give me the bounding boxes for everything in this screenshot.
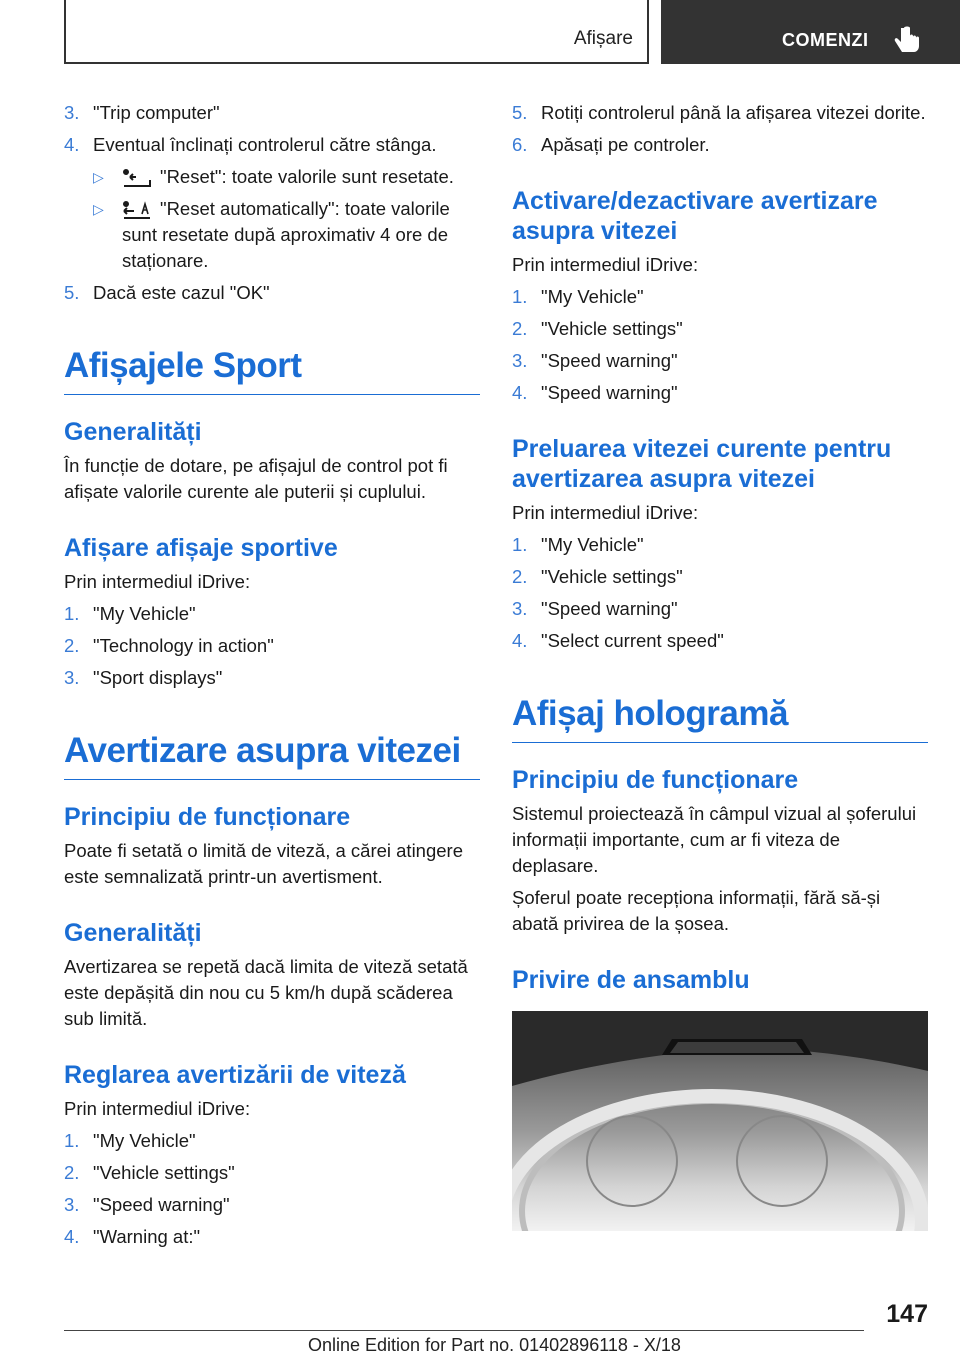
list-item: 2. "Vehicle settings" bbox=[64, 1162, 235, 1183]
pointing-hand-icon bbox=[893, 24, 923, 58]
list-item: 4. Eventual înclinați controlerul către stânga. bbox=[64, 134, 437, 155]
steps-list-take bbox=[512, 532, 928, 654]
header-chapter-label: COMENZI bbox=[782, 30, 869, 50]
list-item: ▷ "Reset": toate valorile sunt resetate. bbox=[64, 164, 480, 190]
list-item: 5. Dacă este cazul "OK" bbox=[64, 282, 270, 303]
list-item: 2. "Vehicle settings" bbox=[512, 318, 683, 339]
list-item: 4. "Speed warning" bbox=[512, 382, 678, 403]
paragraph-driver: Șoferul poate recepționa informații, fără să-și abată privirea de la șosea. bbox=[512, 887, 881, 934]
list-item: 5. Rotiți controlerul până la afișarea vitezei dorite. bbox=[512, 102, 926, 123]
list-item: ▷ "Reset automatically": toate valorile sunt resetate după aproximativ 4 ore de staționare. bbox=[93, 198, 450, 271]
paragraph-general-2: Avertizarea se repetă dacă limita de viteză setată este depășită din nou cu 5 km/h după scăderea sub limită. bbox=[64, 956, 468, 1029]
paragraph-idrive-2: Prin intermediul iDrive: bbox=[64, 1098, 251, 1119]
left-column bbox=[64, 100, 480, 1256]
heading-take-current-speed: Preluarea vitezei curente pentru avertizarea asupra vitezei bbox=[512, 435, 892, 493]
header-chapter-tab bbox=[661, 0, 960, 64]
list-item: 3. "Trip computer" bbox=[64, 102, 220, 123]
right-column bbox=[512, 100, 928, 1231]
sub-options-list bbox=[64, 164, 480, 274]
heading-sport-displays: Afișajele Sport bbox=[64, 346, 480, 395]
heading-principle: Principiu de funcționare bbox=[64, 803, 351, 831]
heading-speed-warning: Avertizare asupra vitezei bbox=[64, 731, 480, 780]
header-section-tab bbox=[64, 0, 649, 64]
heading-adjust-warning: Reglarea avertizării de viteză bbox=[64, 1061, 406, 1089]
list-item: 6. Apăsați pe controler. bbox=[512, 134, 710, 155]
footer-edition: Online Edition for Part no. 01402896118 - X/18 bbox=[308, 1335, 681, 1355]
list-item: 3. "Sport displays" bbox=[64, 667, 223, 688]
heading-general-2: Generalități bbox=[64, 919, 202, 947]
list-item: 1. "My Vehicle" bbox=[512, 286, 644, 307]
list-item: 1. "My Vehicle" bbox=[64, 603, 196, 624]
list-item: 3. "Speed warning" bbox=[512, 598, 678, 619]
reset-arrow-icon bbox=[122, 168, 152, 188]
triangle-bullet-icon: ▷ bbox=[93, 169, 104, 185]
steps-list-toggle bbox=[512, 284, 928, 406]
paragraph-principle: Poate fi setată o limită de viteză, a cărei atingere este semnalizată printr-un avertisment. bbox=[64, 840, 463, 887]
list-item: 2. "Vehicle settings" bbox=[512, 566, 683, 587]
list-item: 4. "Select current speed" bbox=[512, 630, 724, 651]
footer-divider bbox=[64, 1330, 864, 1331]
heading-show-sport: Afișare afișaje sportive bbox=[64, 534, 338, 562]
reset-auto-icon bbox=[122, 200, 152, 220]
dashboard-illustration bbox=[512, 1011, 928, 1231]
steps-list-sport bbox=[64, 601, 480, 691]
steps-list-rotate bbox=[512, 100, 928, 158]
steps-list-adjust bbox=[64, 1128, 480, 1250]
list-item: 3. "Speed warning" bbox=[512, 350, 678, 371]
heading-toggle-warning: Activare/dezactivare avertizare asupra vitezei bbox=[512, 187, 878, 245]
list-item: 1. "My Vehicle" bbox=[64, 1130, 196, 1151]
steps-list-ok bbox=[64, 280, 480, 306]
page-number: 147 bbox=[886, 1300, 928, 1328]
heading-overview: Privire de ansamblu bbox=[512, 966, 750, 994]
paragraph-idrive-3: Prin intermediul iDrive: bbox=[512, 254, 699, 275]
paragraph-general: În funcție de dotare, pe afișajul de control pot fi afișate valorile curente ale puterii și cuplului. bbox=[64, 455, 448, 502]
steps-list-trip bbox=[64, 100, 480, 158]
heading-principle-2: Principiu de funcționare bbox=[512, 766, 799, 794]
list-item: 4. "Warning at:" bbox=[64, 1226, 201, 1247]
paragraph-idrive-4: Prin intermediul iDrive: bbox=[512, 502, 699, 523]
list-item: 2. "Technology in action" bbox=[64, 635, 274, 656]
heading-general: Generalități bbox=[64, 418, 202, 446]
header-section-label: Afișare bbox=[573, 28, 633, 49]
list-item: 3. "Speed warning" bbox=[64, 1194, 230, 1215]
hologram-display-photo bbox=[512, 1011, 928, 1231]
triangle-bullet-icon: ▷ bbox=[93, 201, 104, 217]
heading-hologram: Afișaj hologramă bbox=[512, 694, 928, 743]
paragraph-idrive: Prin intermediul iDrive: bbox=[64, 571, 251, 592]
list-item: 1. "My Vehicle" bbox=[512, 534, 644, 555]
paragraph-principle-2: Sistemul proiectează în câmpul vizual al șoferului informații importante, cum ar fi viteza de deplasare. bbox=[512, 803, 917, 876]
